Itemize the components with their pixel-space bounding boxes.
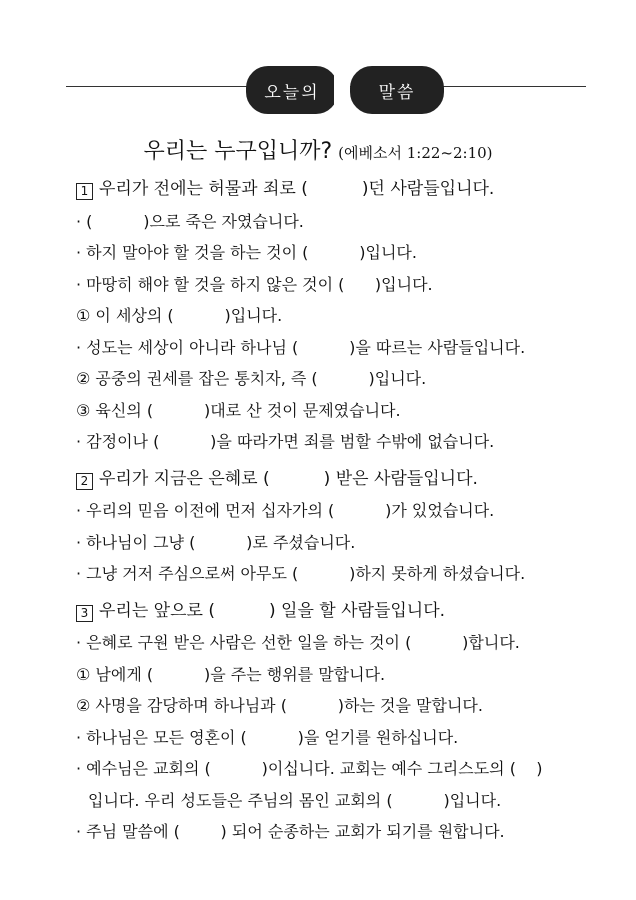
title-main: 우리는 누구입니까?: [143, 139, 333, 164]
content-line: [76, 206, 576, 238]
content-line: [76, 722, 576, 754]
content-line: [76, 495, 576, 527]
line-text: · 주님 말씀에 ( ) 되어 순종하는 교회가 되기를 원합니다.: [76, 822, 505, 841]
content-line: [76, 659, 576, 691]
line-text: ① 남에게 ( )을 주는 행위를 말합니다.: [76, 664, 386, 684]
line-text: · 하지 말아야 할 것을 하는 것이 ( )입니다.: [76, 243, 417, 262]
content-line: [76, 785, 576, 817]
page-title: [0, 134, 636, 165]
badge-left-text: 오늘의: [264, 82, 320, 103]
line-text: 우리가 전에는 허물과 죄로 ( )던 사람들입니다.: [99, 179, 495, 199]
worksheet-content: [76, 172, 576, 848]
content-line: [76, 237, 576, 269]
badge-gap: [334, 60, 350, 116]
line-text: 입니다. 우리 성도들은 주님의 몸인 교회의 ( )입니다.: [88, 790, 502, 810]
line-text: ③ 육신의 ( )대로 산 것이 문제였습니다.: [76, 400, 401, 420]
content-line: [76, 558, 576, 590]
content-line: [76, 627, 576, 659]
content-line: [76, 332, 576, 364]
content-line: [76, 363, 576, 395]
line-text: ② 공중의 권세를 잡은 통치자, 즉 ( )입니다.: [76, 369, 427, 388]
section-heading: [76, 174, 576, 206]
content-line: [76, 300, 576, 332]
content-line: [76, 395, 576, 427]
section-heading: [76, 464, 576, 496]
content-line: [76, 527, 576, 559]
line-text: · 하나님이 그냥 ( )로 주셨습니다.: [76, 532, 356, 552]
content-line: [76, 426, 576, 458]
line-text: · 하나님은 모든 영혼이 ( )을 얻기를 원하십니다.: [76, 727, 459, 747]
badge-pill-left: [246, 66, 338, 114]
content-line: [76, 816, 576, 848]
section-number-box: 2: [76, 473, 93, 490]
section-heading: [76, 596, 576, 628]
line-text: · 그냥 거저 주심으로써 아무도 ( )하지 못하게 하셨습니다.: [76, 564, 526, 583]
line-text: ② 사명을 감당하며 하나님과 ( )하는 것을 말합니다.: [76, 696, 483, 715]
line-text: · 은혜로 구원 받은 사람은 선한 일을 하는 것이 ( )합니다.: [76, 633, 520, 652]
section-number-box: 1: [76, 183, 93, 200]
line-text: · 감정이나 ( )을 따라가면 죄를 범할 수밖에 없습니다.: [76, 432, 495, 451]
header: [0, 0, 636, 130]
content-line: [76, 690, 576, 722]
line-text: 우리가 지금은 은혜로 ( ) 받은 사람들입니다.: [99, 468, 478, 489]
line-text: · ( )으로 죽은 자였습니다.: [76, 211, 304, 231]
line-text: · 성도는 세상이 아니라 하나님 ( )을 따르는 사람들입니다.: [76, 337, 526, 357]
line-text: 우리는 앞으로 ( ) 일을 할 사람들입니다.: [99, 600, 446, 621]
content-line: [76, 753, 576, 785]
line-text: ① 이 세상의 ( )입니다.: [76, 306, 283, 325]
badge-right-text: 말씀: [378, 82, 416, 103]
content-line: [76, 269, 576, 301]
badge-pill-right: [350, 66, 444, 114]
section-number-box: 3: [76, 605, 93, 622]
line-text: · 마땅히 해야 할 것을 하지 않은 것이 ( )입니다.: [76, 274, 433, 294]
line-text: · 예수님은 교회의 ( )이십니다. 교회는 예수 그리스도의 ( ): [76, 759, 543, 778]
title-reference: (에베소서 1:22~2:10): [338, 144, 493, 162]
line-text: · 우리의 믿음 이전에 먼저 십자가의 ( )가 있었습니다.: [76, 501, 495, 520]
